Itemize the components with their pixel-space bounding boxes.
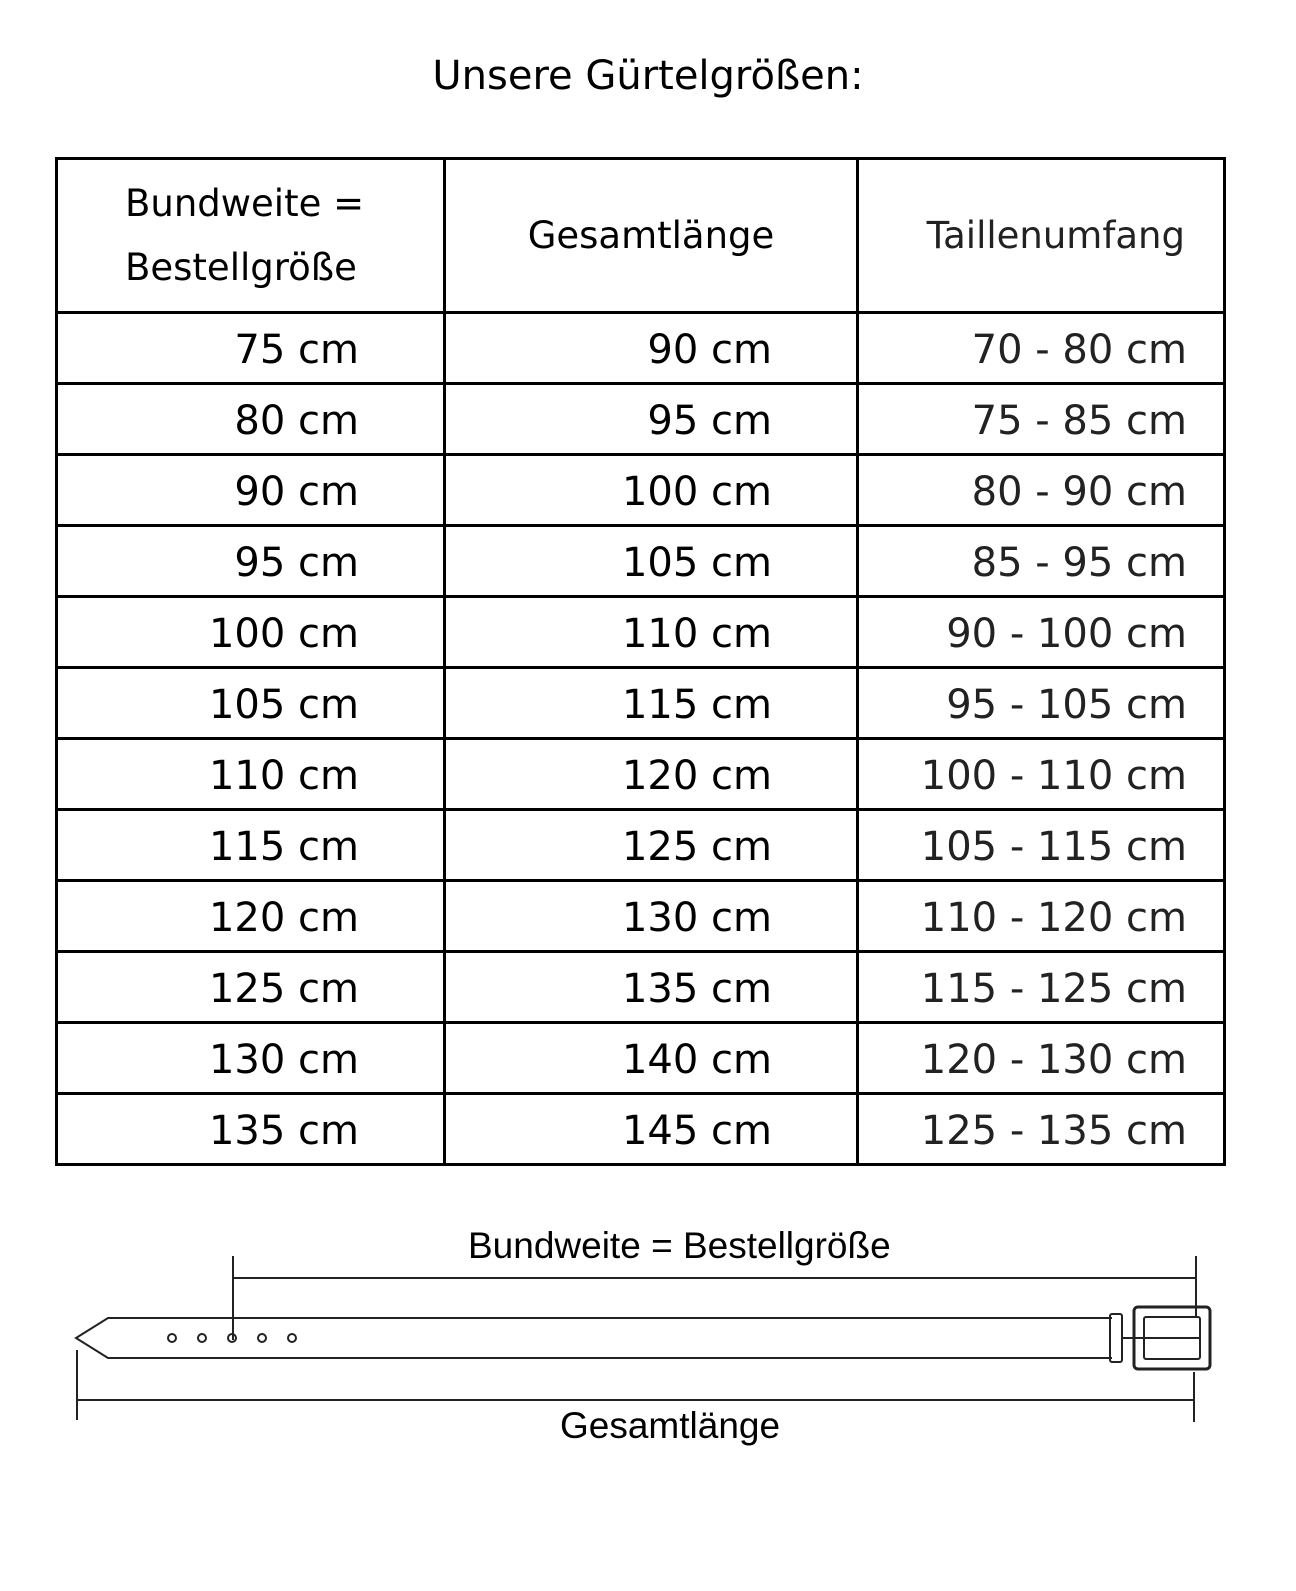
gesamtlaenge-cell xyxy=(445,384,858,455)
gesamtlaenge-cell-text: 105 cm xyxy=(621,540,772,586)
taillenumfang-cell-text: 75 - 85 cm xyxy=(971,398,1187,444)
bundweite-cell xyxy=(57,313,445,384)
diagram-bundweite-label: Bundweite = Bestellgröße xyxy=(468,1225,891,1266)
gesamtlaenge-cell xyxy=(445,952,858,1023)
bundweite-cell xyxy=(57,881,445,952)
table-row xyxy=(57,1094,1225,1165)
table-row xyxy=(57,952,1225,1023)
bundweite-cell-text: 110 cm xyxy=(208,753,359,799)
bundweite-cell-text: 95 cm xyxy=(234,540,359,586)
gesamtlaenge-cell-text: 115 cm xyxy=(621,682,772,728)
page-title: Unsere Gürtelgrößen: xyxy=(432,53,864,99)
header-bundweite-line2: Bestellgröße xyxy=(125,245,357,289)
gesamtlaenge-cell xyxy=(445,810,858,881)
table-row xyxy=(57,1023,1225,1094)
gesamtlaenge-cell-text: 90 cm xyxy=(647,327,772,373)
bundweite-cell xyxy=(57,384,445,455)
taillenumfang-cell xyxy=(858,668,1225,739)
bundweite-cell-text: 105 cm xyxy=(208,682,359,728)
bundweite-cell xyxy=(57,739,445,810)
gesamtlaenge-cell-text: 110 cm xyxy=(621,611,772,657)
gesamtlaenge-cell xyxy=(445,739,858,810)
taillenumfang-cell xyxy=(858,313,1225,384)
table-row xyxy=(57,739,1225,810)
bundweite-cell xyxy=(57,952,445,1023)
bundweite-cell xyxy=(57,455,445,526)
taillenumfang-cell-text: 100 - 110 cm xyxy=(920,753,1187,799)
gesamtlaenge-cell xyxy=(445,881,858,952)
belt-hole xyxy=(258,1334,266,1342)
table-row xyxy=(57,313,1225,384)
bundweite-cell-text: 100 cm xyxy=(208,611,359,657)
table-row xyxy=(57,384,1225,455)
taillenumfang-cell xyxy=(858,1094,1225,1165)
belt-keeper xyxy=(1110,1314,1122,1362)
table-row xyxy=(57,597,1225,668)
gesamtlaenge-cell-text: 140 cm xyxy=(621,1037,772,1083)
belt-hole xyxy=(168,1334,176,1342)
header-gesamtlaenge: Gesamtlänge xyxy=(445,159,858,313)
table-row xyxy=(57,455,1225,526)
table-row xyxy=(57,881,1225,952)
bundweite-cell-text: 130 cm xyxy=(208,1037,359,1083)
bundweite-cell-text: 115 cm xyxy=(208,824,359,870)
taillenumfang-cell-text: 90 - 100 cm xyxy=(946,611,1187,657)
taillenumfang-cell xyxy=(858,1023,1225,1094)
taillenumfang-cell xyxy=(858,881,1225,952)
gesamtlaenge-cell xyxy=(445,455,858,526)
taillenumfang-cell xyxy=(858,952,1225,1023)
gesamtlaenge-cell-text: 130 cm xyxy=(621,895,772,941)
gesamtlaenge-cell-text: 125 cm xyxy=(621,824,772,870)
belt-size-table xyxy=(55,157,1226,1166)
taillenumfang-cell-text: 70 - 80 cm xyxy=(971,327,1187,373)
taillenumfang-cell-text: 120 - 130 cm xyxy=(920,1037,1187,1083)
taillenumfang-cell xyxy=(858,455,1225,526)
gesamtlaenge-cell xyxy=(445,1023,858,1094)
taillenumfang-cell-text: 125 - 135 cm xyxy=(920,1108,1187,1154)
gesamtlaenge-cell-text: 135 cm xyxy=(621,966,772,1012)
header-bundweite-line1: Bundweite = xyxy=(125,181,365,225)
bundweite-cell xyxy=(57,526,445,597)
header-taillenumfang: Taillenumfang xyxy=(858,159,1225,313)
bundweite-cell xyxy=(57,810,445,881)
taillenumfang-cell xyxy=(858,810,1225,881)
taillenumfang-cell-text: 105 - 115 cm xyxy=(920,824,1187,870)
gesamtlaenge-cell xyxy=(445,1094,858,1165)
gesamtlaenge-cell-text: 145 cm xyxy=(621,1108,772,1154)
gesamtlaenge-cell-text: 120 cm xyxy=(621,753,772,799)
table-row xyxy=(57,810,1225,881)
taillenumfang-cell xyxy=(858,597,1225,668)
gesamtlaenge-cell xyxy=(445,313,858,384)
bundweite-cell-text: 75 cm xyxy=(234,327,359,373)
taillenumfang-cell-text: 95 - 105 cm xyxy=(946,682,1187,728)
bundweite-cell xyxy=(57,597,445,668)
bundweite-cell-text: 90 cm xyxy=(234,469,359,515)
bundweite-cell-text: 120 cm xyxy=(208,895,359,941)
bundweite-cell-text: 125 cm xyxy=(208,966,359,1012)
gesamtlaenge-cell xyxy=(445,597,858,668)
taillenumfang-cell xyxy=(858,384,1225,455)
gesamtlaenge-cell xyxy=(445,526,858,597)
bundweite-cell-text: 135 cm xyxy=(208,1108,359,1154)
table-row xyxy=(57,668,1225,739)
header-bundweite xyxy=(57,159,445,313)
taillenumfang-cell-text: 115 - 125 cm xyxy=(920,966,1187,1012)
belt-strap xyxy=(76,1318,1112,1358)
taillenumfang-cell-text: 80 - 90 cm xyxy=(971,469,1187,515)
bundweite-cell xyxy=(57,1094,445,1165)
bundweite-cell xyxy=(57,1023,445,1094)
gesamtlaenge-cell-text: 95 cm xyxy=(647,398,772,444)
table-row xyxy=(57,526,1225,597)
taillenumfang-cell-text: 85 - 95 cm xyxy=(971,540,1187,586)
bundweite-cell-text: 80 cm xyxy=(234,398,359,444)
taillenumfang-cell xyxy=(858,739,1225,810)
bundweite-cell xyxy=(57,668,445,739)
gesamtlaenge-cell-text: 100 cm xyxy=(621,469,772,515)
table-header-row xyxy=(57,159,1225,313)
diagram-gesamtlaenge-label: Gesamtlänge xyxy=(560,1405,781,1446)
taillenumfang-cell xyxy=(858,526,1225,597)
belt-hole xyxy=(288,1334,296,1342)
gesamtlaenge-cell xyxy=(445,668,858,739)
belt-hole xyxy=(198,1334,206,1342)
taillenumfang-cell-text: 110 - 120 cm xyxy=(920,895,1187,941)
